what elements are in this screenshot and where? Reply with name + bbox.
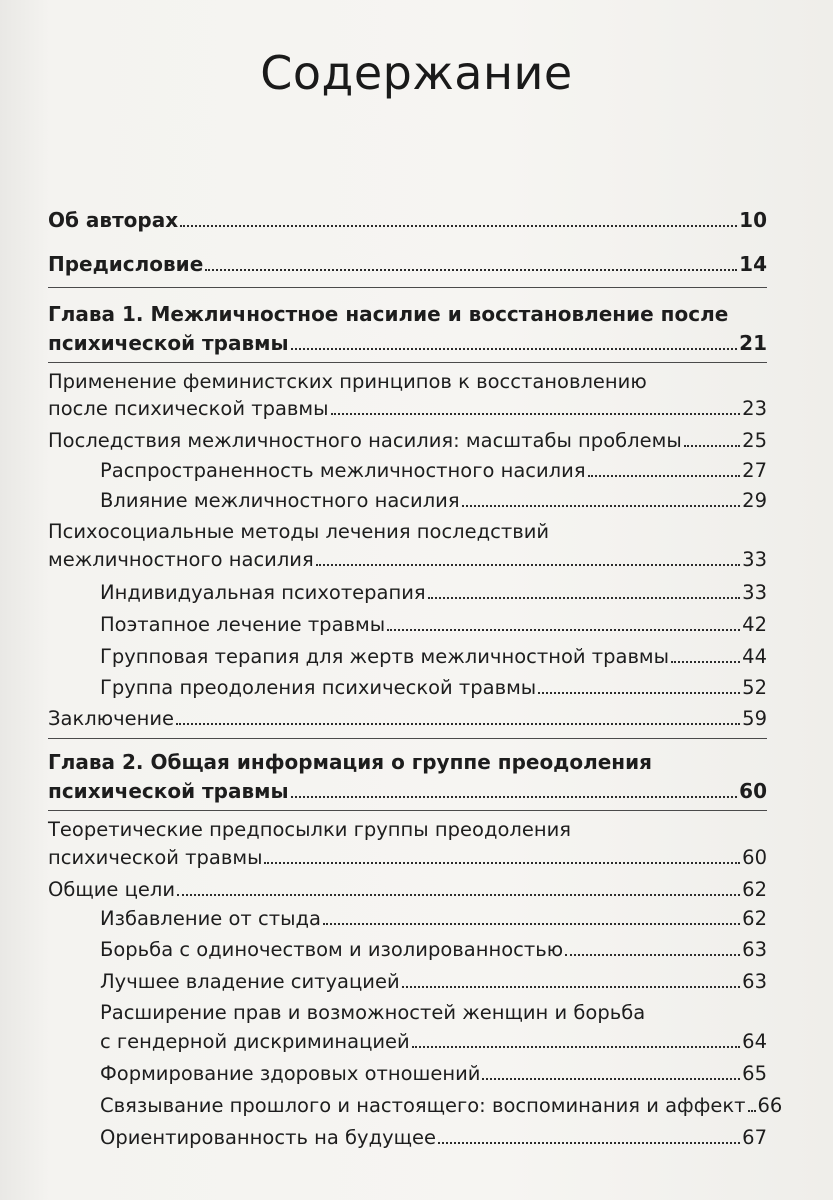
toc-entry-phased-treatment[interactable]: [100, 613, 767, 636]
dot-leader: [323, 911, 740, 925]
toc-page-number: 63: [742, 970, 767, 993]
toc-page-number: 52: [742, 676, 767, 699]
dot-leader: [402, 974, 741, 988]
toc-page-number: 60: [739, 779, 767, 803]
toc-entry-text: Формирование здоровых отношений: [100, 1062, 481, 1085]
toc-page-number: 62: [742, 878, 767, 901]
toc-page-number: 23: [742, 397, 767, 420]
toc-entry-text: Общие цели: [48, 878, 176, 901]
toc-page-number: 66: [757, 1094, 783, 1117]
toc-entry-text: после психической травмы: [48, 397, 329, 420]
page-title: Содержание: [260, 46, 573, 100]
dot-leader: [180, 213, 737, 227]
dot-leader: [684, 433, 740, 447]
chapter-1-title-line1[interactable]: Глава 1. Межличностное насилие и восстановление после: [48, 302, 729, 326]
toc-entry-impact[interactable]: [100, 489, 767, 512]
toc-entry-text: Поэтапное лечение травмы: [100, 613, 386, 636]
toc-entry-about-authors[interactable]: [48, 208, 767, 232]
dot-leader: [428, 585, 741, 599]
toc-entry-text: Распространенность межличностного насилия: [100, 459, 586, 482]
toc-entry-line1[interactable]: Расширение прав и возможностей женщин и борьба: [100, 1001, 646, 1024]
toc-entry-preface[interactable]: [48, 252, 767, 276]
toc-entry-conclusion[interactable]: [48, 707, 767, 730]
dot-leader: [438, 1130, 740, 1144]
toc-entry-text: Связывание прошлого и настоящего: воспоминания и аффект: [100, 1094, 746, 1117]
dot-leader: [588, 463, 741, 477]
dot-leader: [316, 552, 740, 566]
toc-entry-loneliness[interactable]: [100, 938, 767, 961]
toc-entry-shame[interactable]: [100, 907, 767, 930]
toc-page-number: 64: [742, 1030, 767, 1053]
toc-entry-general-goals[interactable]: [48, 878, 767, 901]
toc-entry-healthy-relationships[interactable]: [100, 1062, 767, 1085]
section-divider: [48, 810, 767, 811]
toc-entry-mastery[interactable]: [100, 970, 767, 993]
toc-entry-consequences[interactable]: [48, 429, 767, 452]
toc-entry-trauma-group[interactable]: [100, 676, 767, 699]
toc-page-number: 63: [742, 938, 767, 961]
toc-page-number: 21: [739, 331, 767, 355]
toc-entry-individual-therapy[interactable]: [100, 581, 767, 604]
toc-page-number: 25: [742, 429, 767, 452]
toc-page-number: 44: [742, 645, 767, 668]
toc-page-number: 29: [742, 489, 767, 512]
toc-entry-treatment-methods[interactable]: [48, 548, 767, 571]
dot-leader: [176, 711, 740, 725]
dot-leader: [482, 1066, 740, 1080]
dot-leader: [412, 1034, 740, 1048]
dot-leader: [331, 401, 741, 415]
dot-leader: [671, 649, 740, 663]
dot-leader: [177, 882, 740, 896]
toc-entry-text: Последствия межличностного насилия: масштабы проблемы: [48, 429, 682, 452]
toc-entry-line1[interactable]: Психосоциальные методы лечения последствий: [48, 520, 550, 543]
toc-page-number: 14: [739, 252, 767, 276]
toc-entry-text: с гендерной дискриминацией: [100, 1030, 410, 1053]
toc-page-number: 60: [742, 846, 767, 869]
toc-entry-empowerment[interactable]: [100, 1030, 767, 1053]
chapter-2-title-line1[interactable]: Глава 2. Общая информация о группе преодоления: [48, 750, 652, 774]
dot-leader: [264, 850, 740, 864]
section-divider: [48, 362, 767, 363]
toc-page-number: 33: [742, 548, 767, 571]
toc-entry-text: Избавление от стыда: [100, 907, 321, 930]
toc-entry-feminist-principles[interactable]: [48, 397, 767, 420]
toc-entry-theoretical-background[interactable]: [48, 846, 767, 869]
toc-entry-future-orientation[interactable]: [100, 1126, 767, 1149]
dot-leader: [387, 617, 740, 631]
dot-leader: [291, 784, 738, 798]
toc-entry-line1[interactable]: Применение феминистских принципов к восстановлению: [48, 370, 647, 393]
dot-leader: [538, 680, 740, 694]
dot-leader: [205, 257, 737, 271]
dot-leader: [748, 1098, 756, 1112]
toc-entry-line1[interactable]: Теоретические предпосылки группы преодоления: [48, 818, 571, 841]
dot-leader: [565, 942, 740, 956]
toc-page-number: 10: [739, 208, 767, 232]
section-divider: [48, 287, 767, 288]
dot-leader: [291, 336, 738, 350]
toc-entry-text: Предисловие: [48, 252, 204, 276]
toc-entry-past-present[interactable]: [100, 1094, 783, 1117]
toc-entry-text: психической травмы: [48, 331, 289, 355]
dot-leader: [462, 493, 741, 507]
toc-entry-chapter-1[interactable]: [48, 331, 767, 355]
toc-entry-text: Влияние межличностного насилия: [100, 489, 460, 512]
toc-entry-text: Лучшее владение ситуацией: [100, 970, 400, 993]
toc-entry-text: Индивидуальная психотерапия: [100, 581, 426, 604]
toc-entry-group-therapy[interactable]: [100, 645, 767, 668]
toc-entry-chapter-2[interactable]: [48, 779, 767, 803]
toc-entry-text: межличностного насилия: [48, 548, 314, 571]
toc-page-number: 67: [742, 1126, 767, 1149]
toc-page-number: 65: [742, 1062, 767, 1085]
toc-page-number: 27: [742, 459, 767, 482]
toc-entry-prevalence[interactable]: [100, 459, 767, 482]
toc-entry-text: Группа преодоления психической травмы: [100, 676, 537, 699]
toc-page-number: 59: [742, 707, 767, 730]
toc-page-number: 62: [742, 907, 767, 930]
section-divider: [48, 738, 767, 739]
toc-entry-text: Борьба с одиночеством и изолированностью: [100, 938, 564, 961]
toc-page-number: 42: [742, 613, 767, 636]
toc-page-number: 33: [742, 581, 767, 604]
toc-entry-text: Ориентированность на будущее: [100, 1126, 436, 1149]
toc-entry-text: психической травмы: [48, 846, 263, 869]
toc-entry-text: Заключение: [48, 707, 175, 730]
toc-entry-text: Групповая терапия для жертв межличностной травмы: [100, 645, 670, 668]
toc-entry-text: психической травмы: [48, 779, 289, 803]
toc-entry-text: Об авторах: [48, 208, 179, 232]
